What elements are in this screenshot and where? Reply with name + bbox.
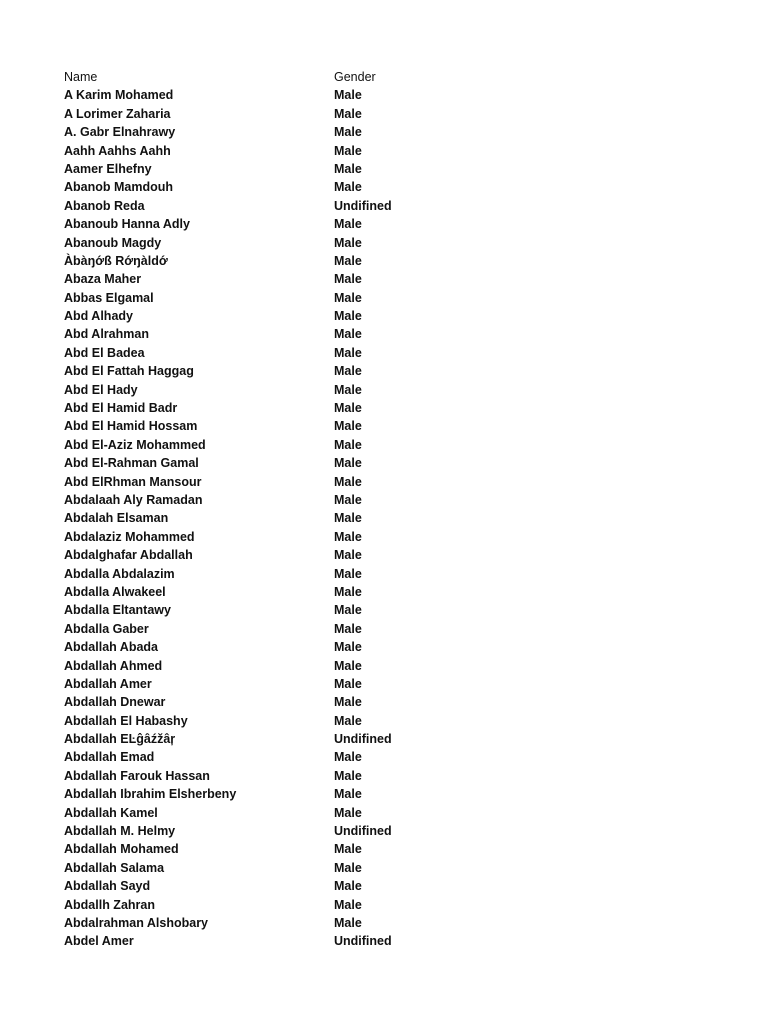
gender-cell: Male	[334, 603, 362, 618]
name-cell: Abd El Badea	[64, 345, 145, 360]
gender-cell: Male	[334, 401, 362, 416]
gender-cell: Male	[334, 364, 362, 379]
gender-cell: Undifined	[334, 934, 392, 949]
name-cell: Aahh Aahhs Aahh	[64, 143, 171, 158]
table-row	[64, 620, 684, 638]
gender-cell: Male	[334, 548, 362, 563]
table-row	[64, 896, 684, 914]
name-cell: Abdallh Zahran	[64, 897, 155, 912]
table-row	[64, 86, 684, 104]
name-cell: Abd ElRhman Mansour	[64, 474, 202, 489]
column-header-name: Name	[64, 70, 98, 84]
gender-cell: Male	[334, 345, 362, 360]
name-cell: Abd El Hamid Hossam	[64, 419, 198, 434]
table-row	[64, 932, 684, 950]
table-row	[64, 215, 684, 233]
table-row	[64, 767, 684, 785]
name-cell: Abdalla Eltantawy	[64, 603, 171, 618]
table-row	[64, 693, 684, 711]
table-row	[64, 546, 684, 564]
gender-cell: Male	[334, 511, 362, 526]
gender-cell: Male	[334, 529, 362, 544]
table-row	[64, 785, 684, 803]
table-row	[64, 528, 684, 546]
gender-cell: Male	[334, 290, 362, 305]
gender-cell: Male	[334, 217, 362, 232]
name-cell: Abdallah Abada	[64, 640, 158, 655]
gender-cell: Male	[334, 88, 362, 103]
gender-cell: Male	[334, 474, 362, 489]
gender-cell: Male	[334, 658, 362, 673]
gender-cell: Male	[334, 676, 362, 691]
gender-cell: Male	[334, 640, 362, 655]
table-row	[64, 712, 684, 730]
gender-cell: Male	[334, 768, 362, 783]
table-row	[64, 105, 684, 123]
name-cell: Abdalla Alwakeel	[64, 584, 166, 599]
gender-cell: Male	[334, 143, 362, 158]
table-body	[64, 86, 684, 950]
table-row	[64, 123, 684, 141]
name-cell: Abdallah El Habashy	[64, 713, 188, 728]
table-row	[64, 491, 684, 509]
name-cell: Abd El Hamid Badr	[64, 401, 178, 416]
table-row	[64, 454, 684, 472]
name-cell: Abdalla Gaber	[64, 621, 149, 636]
table-row	[64, 252, 684, 270]
gender-cell: Male	[334, 180, 362, 195]
name-cell: Abaza Maher	[64, 272, 142, 287]
gender-cell: Male	[334, 419, 362, 434]
gender-cell: Male	[334, 309, 362, 324]
name-cell: Abdallah Dnewar	[64, 695, 166, 710]
table-row	[64, 730, 684, 748]
gender-cell: Male	[334, 713, 362, 728]
name-cell: Abd El Fattah Haggag	[64, 364, 194, 379]
gender-cell: Male	[334, 915, 362, 930]
table-row	[64, 859, 684, 877]
table-row	[64, 399, 684, 417]
name-cell: Abd El-Rahman Gamal	[64, 456, 199, 471]
name-cell: Abdalaah Aly Ramadan	[64, 492, 203, 507]
table-row	[64, 160, 684, 178]
gender-cell: Male	[334, 897, 362, 912]
gender-cell: Male	[334, 750, 362, 765]
table-row	[64, 804, 684, 822]
gender-cell: Male	[334, 860, 362, 875]
table-row	[64, 289, 684, 307]
name-cell: Abdalghafar Abdallah	[64, 548, 193, 563]
name-cell: Abdalla Abdalazim	[64, 566, 175, 581]
name-cell: Abdalah Elsaman	[64, 511, 169, 526]
gender-cell: Male	[334, 106, 362, 121]
name-cell: Abdallah Sayd	[64, 879, 151, 894]
table-row	[64, 601, 684, 619]
name-cell: A. Gabr Elnahrawy	[64, 125, 176, 140]
table-row	[64, 840, 684, 858]
table-row	[64, 473, 684, 491]
name-cell: Abd El-Aziz Mohammed	[64, 437, 206, 452]
table-row	[64, 178, 684, 196]
name-cell: Abdallah Farouk Hassan	[64, 768, 210, 783]
name-cell: Abdallah Kamel	[64, 805, 158, 820]
name-cell: Abanob Mamdouh	[64, 180, 174, 195]
name-cell: Abdalrahman Alshobary	[64, 915, 209, 930]
column-header-gender: Gender	[334, 70, 376, 84]
name-cell: Aamer Elhefny	[64, 161, 152, 176]
name-cell: Abdel Amer	[64, 934, 134, 949]
gender-cell: Male	[334, 584, 362, 599]
gender-cell: Male	[334, 382, 362, 397]
table-header-row	[64, 68, 684, 86]
gender-cell: Male	[334, 437, 362, 452]
gender-cell: Male	[334, 327, 362, 342]
gender-cell: Undifined	[334, 824, 392, 839]
gender-cell: Male	[334, 161, 362, 176]
name-cell: Abdallah M. Helmy	[64, 824, 176, 839]
gender-cell: Male	[334, 842, 362, 857]
table-row	[64, 307, 684, 325]
table-row	[64, 362, 684, 380]
gender-cell: Male	[334, 456, 362, 471]
table-row	[64, 142, 684, 160]
gender-cell: Male	[334, 695, 362, 710]
name-cell: Abdallah Amer	[64, 676, 152, 691]
name-cell: Abd El Hady	[64, 382, 138, 397]
table-row	[64, 417, 684, 435]
gender-cell: Male	[334, 566, 362, 581]
table-row	[64, 197, 684, 215]
gender-cell: Male	[334, 805, 362, 820]
gender-cell: Male	[334, 621, 362, 636]
table-row	[64, 509, 684, 527]
name-cell: Abd Alrahman	[64, 327, 149, 342]
table-row	[64, 270, 684, 288]
gender-cell: Male	[334, 125, 362, 140]
table-row	[64, 344, 684, 362]
name-cell: Àbàŋớß Rớŋàldớ	[64, 253, 168, 268]
gender-cell: Undifined	[334, 198, 392, 213]
table-row	[64, 565, 684, 583]
name-cell: Abanoub Magdy	[64, 235, 162, 250]
name-cell: A Karim Mohamed	[64, 88, 174, 103]
gender-cell: Male	[334, 879, 362, 894]
name-cell: Abdallah Ahmed	[64, 658, 163, 673]
table-row	[64, 748, 684, 766]
table-row	[64, 675, 684, 693]
gender-cell: Undifined	[334, 732, 392, 747]
gender-cell: Male	[334, 253, 362, 268]
table-row	[64, 638, 684, 656]
name-cell: Abanoub Hanna Adly	[64, 217, 190, 232]
table-row	[64, 822, 684, 840]
table-row	[64, 436, 684, 454]
name-cell: Abdallah Ibrahim Elsherbeny	[64, 787, 237, 802]
table-row	[64, 657, 684, 675]
name-cell: Abdalaziz Mohammed	[64, 529, 195, 544]
name-gender-table	[64, 68, 684, 951]
name-cell: Abanob Reda	[64, 198, 145, 213]
gender-cell: Male	[334, 787, 362, 802]
gender-cell: Male	[334, 235, 362, 250]
table-row	[64, 325, 684, 343]
name-cell: Abbas Elgamal	[64, 290, 154, 305]
table-row	[64, 583, 684, 601]
name-cell: Abd Alhady	[64, 309, 133, 324]
gender-cell: Male	[334, 492, 362, 507]
table-row	[64, 381, 684, 399]
name-cell: Abdallah Mohamed	[64, 842, 179, 857]
name-cell: A Lorimer Zaharia	[64, 106, 171, 121]
name-cell: Abdallah Salama	[64, 860, 165, 875]
table-row	[64, 914, 684, 932]
table-row	[64, 877, 684, 895]
table-row	[64, 234, 684, 252]
name-cell: Abdallah EĿĝâźžâŗ	[64, 732, 176, 747]
name-cell: Abdallah Emad	[64, 750, 155, 765]
gender-cell: Male	[334, 272, 362, 287]
